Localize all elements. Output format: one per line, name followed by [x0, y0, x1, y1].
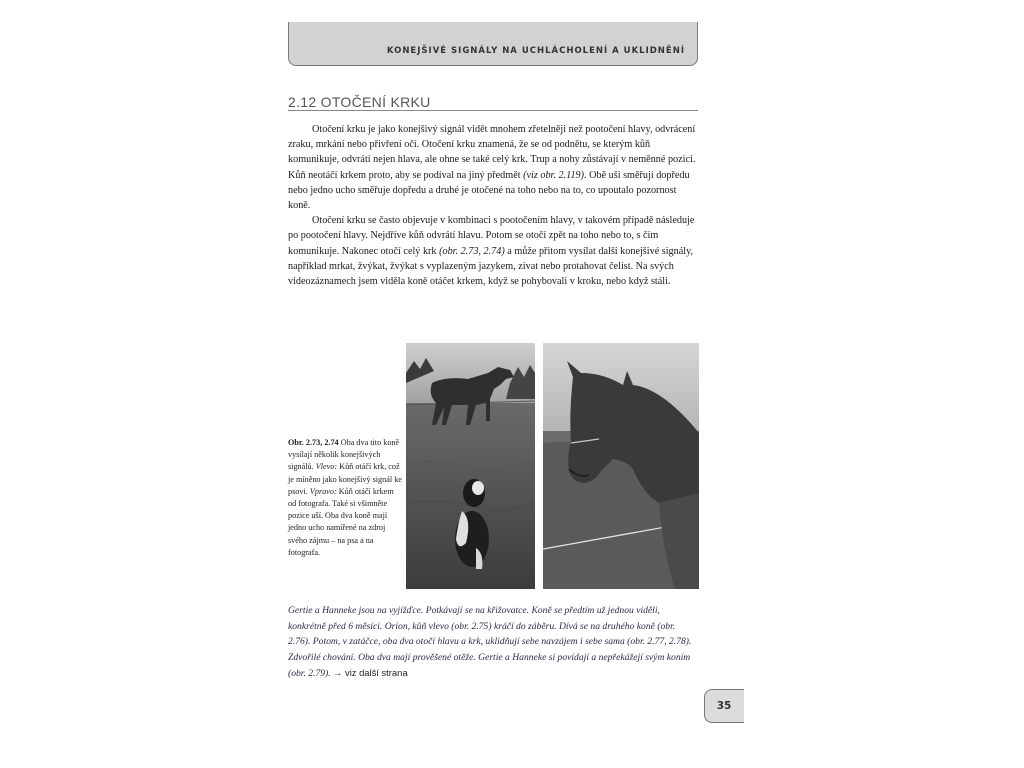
paragraph-2: Otočení krku se často objevuje v kombinaci s pootočením hlavy, v takovém případě následuje po pootočení hlavy. Nejdříve kůň odvrátí hlavu. Potom se otočí zpět na toho nebo to, s čím komunikuje. Nakonec otočí celý krk (obr. 2.73, 2.74) a může přitom vysílat další konejšivé signály, například mrkat, žvýkat, žvýkat s vyplazeným jazykem, zívat nebo protahovat čelist. Na svých videozáznamech jsem viděla koně otáčet krkem, když se pohybovali v kroku, nebo když stáli.	[288, 215, 695, 288]
caption-label: Obr. 2.73, 2.74	[288, 438, 339, 447]
figure-reference: (obr. 2.73, 2.74)	[439, 245, 505, 257]
intro-paragraph: Gertie a Hanneke jsou na vyjížďce. Potkávají se na křižovatce. Koně se předtím už jednou viděli, konkrétně před 6 měsíci. Orion, kůň vlevo (obr. 2.75) kráčí do záběru. Dívá se na druhého koně (obr. 2.76). Potom, v zatáčce, oba dva otočí hlavu a krk, uklidňují sebe navzájem i sebe sama (obr. 2.77, 2.78). Zdvořilé chování. Oba dva mají prověšené otěže. Gertie a Hanneke si povídají a nepřekážejí svým koním (obr. 2.79). → viz další strana	[288, 605, 692, 680]
photo-horse-and-dog	[406, 343, 535, 589]
page-number-tab	[704, 689, 744, 723]
photo-horse-turning-neck	[543, 343, 699, 589]
figure-caption: Obr. 2.73, 2.74 Oba dva tito koně vysílají několik konejšivých signálů. Vlevo: Kůň otáčí krk, což je míněno jako konejšivý signál ke psovi. Vpravo: Kůň otáčí krkem od fotografa. Také si všimněte pozice uší. Oba dva koně mají jedno ucho namířené na zdroj svého zájmu – na psa a na fotografa.	[288, 438, 402, 557]
paragraph-1: Otočení krku je jako konejšivý signál vidět mnohem zřetelněji než pootočení hlavy, odvrácení zraku, mrkání nebo přivření očí. Otočení krku znamená, že se od podnětu, se kterým kůň komunikuje, odvrátí nejen hlava, ale ohne se také celý krk. Trup a nohy zůstávají v neměnné pozici. Kůň neotáčí krkem proto, aby se podíval na jiný předmět (viz obr. 2.119). Obě uši směřují dopředu nebo jedno ucho směřuje dopředu a druhé je otočené na toho nebo na to, co upoutalo pozornost koně.	[288, 124, 696, 212]
running-title: KONEJŠIVÉ SIGNÁLY NA UCHLÁCHOLENÍ A UKLIDNĚNÍ	[386, 46, 685, 56]
page-number: 35	[716, 700, 732, 712]
caption-right-label: Vpravo:	[309, 486, 337, 496]
body-text	[288, 122, 698, 289]
see-next-page-link: → viz další strana	[333, 667, 408, 679]
section-divider	[288, 110, 698, 111]
figure-reference: (viz obr. 2.119)	[523, 169, 585, 181]
section-title: 2.12 OTOČENÍ KRKU	[288, 94, 431, 110]
caption-left-label: Vlevo:	[315, 462, 338, 472]
running-header	[288, 22, 698, 66]
